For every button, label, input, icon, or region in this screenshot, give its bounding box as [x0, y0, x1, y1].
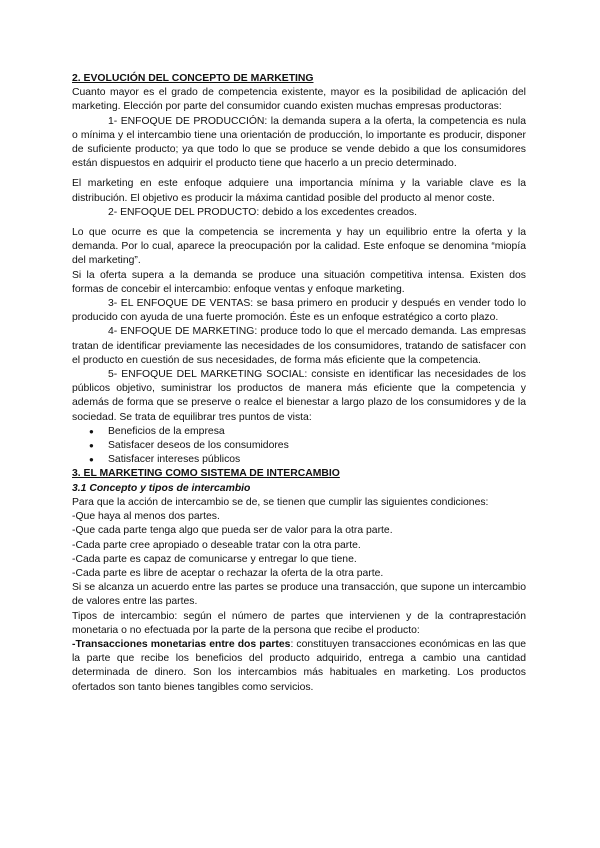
monetary-transactions-term: -Transacciones monetarias entre dos partes: [72, 638, 291, 650]
section-3-1-heading: 3.1 Concepto y tipos de intercambio: [72, 482, 251, 494]
sales-approach-paragraph: 3- EL ENFOQUE DE VENTAS: se basa primero en producir y después en vender todo lo producido con ayuda de una fuerte promoción. Éste es un enfoque estratégico a corto plazo.: [72, 298, 526, 324]
supply-demand-paragraph: Si la oferta supera a la demanda se produce una situación competitiva intensa. Existen dos formas de concebir el intercambio: enfoque ventas y enfoque marketing.: [72, 269, 526, 295]
list-item: ● Satisfacer deseos de los consumidores: [108, 439, 526, 453]
viewpoints-list: [72, 425, 526, 468]
condition-line: -Que cada parte tenga algo que pueda ser de valor para la otra parte.: [72, 525, 393, 537]
exchange-types-paragraph: Tipos de intercambio: según el número de partes que intervienen y de la contraprestación monetaria o no efectuada por la parte de la persona que recibe el producto:: [72, 610, 526, 636]
transaction-paragraph: Si se alcanza un acuerdo entre las partes se produce una transacción, que supone un intercambio de valores entre las partes.: [72, 582, 526, 608]
production-approach-paragraph: 1- ENFOQUE DE PRODUCCIÓN: la demanda supera a la oferta, la competencia es nula o mínima y el intercambio tiene una orientación de producción, lo importante es producir, disponer de suficiente producto; ya que todo lo que se produce se vende debido a que los consumidores están dispuestos en adquirir el producto tiene que hacerlo a un precio determinado.: [72, 115, 526, 170]
monetary-transactions-paragraph: [72, 638, 526, 695]
marketing-approach-paragraph: 4- ENFOQUE DE MARKETING: produce todo lo que el mercado demanda. Las empresas tratan de identificar previamente las necesidades de los consumidores, tratando de satisfacer con el producto en cuestión de sus necesidades, de forma más eficiente que la competencia.: [72, 326, 526, 366]
condition-line: -Cada parte cree apropiado o deseable tratar con la otra parte.: [72, 539, 361, 551]
monetary-transactions-text: : constituyen transacciones económicas en las que la parte que recibe los beneficios del producto adquirido, entrega a cambio una cantidad determinada de dinero. Son los intercambios más habituales en marketing. Los productos ofertados son tanto bienes tangibles como servicios.: [72, 638, 527, 693]
condition-line: -Cada parte es capaz de comunicarse y entregar lo que tiene.: [72, 553, 357, 565]
list-item: ● Beneficios de la empresa: [108, 425, 526, 439]
condition-line: -Que haya al menos dos partes.: [72, 511, 220, 523]
section-3-heading: 3. EL MARKETING COMO SISTEMA DE INTERCAMBIO: [72, 468, 340, 480]
product-approach-paragraph: 2- ENFOQUE DEL PRODUCTO: debido a los excedentes creados.: [108, 206, 417, 218]
list-item: ● Satisfacer intereses públicos: [108, 453, 526, 467]
conditions-intro: Para que la acción de intercambio se de, se tienen que cumplir las siguientes condiciones:: [72, 496, 489, 508]
section-2-heading: 2. EVOLUCIÓN DEL CONCEPTO DE MARKETING: [72, 73, 314, 84]
social-marketing-paragraph: 5- ENFOQUE DEL MARKETING SOCIAL: consiste en identificar las necesidades de los públicos objetivo, suministrar los productos de manera más eficiente que la competencia y además de forma que se preserve o realce el bienestar a largo plazo de los consumidores y de la sociedad. Se trata de equilibrar tres puntos de vista:: [72, 369, 526, 423]
document-page: [72, 72, 526, 695]
competition-paragraph: Lo que ocurre es que la competencia se incrementa y hay un equilibrio entre la oferta y la demanda. Por lo cual, aparece la preocupación por la calidad. Este enfoque se denomina “miopía del marketing”.: [72, 227, 526, 267]
production-marketing-paragraph: El marketing en este enfoque adquiere una importancia mínima y la variable clave es la distribución. El objetivo es producir la máxima cantidad posible del producto al menor coste.: [72, 178, 526, 204]
condition-line: -Cada parte es libre de aceptar o rechazar la oferta de la otra parte.: [72, 567, 384, 579]
section-2-intro: Cuanto mayor es el grado de competencia existente, mayor es la posibilidad de aplicación del marketing. Elección por parte del consumidor cuando existen muchas empresas productoras:: [72, 87, 526, 113]
